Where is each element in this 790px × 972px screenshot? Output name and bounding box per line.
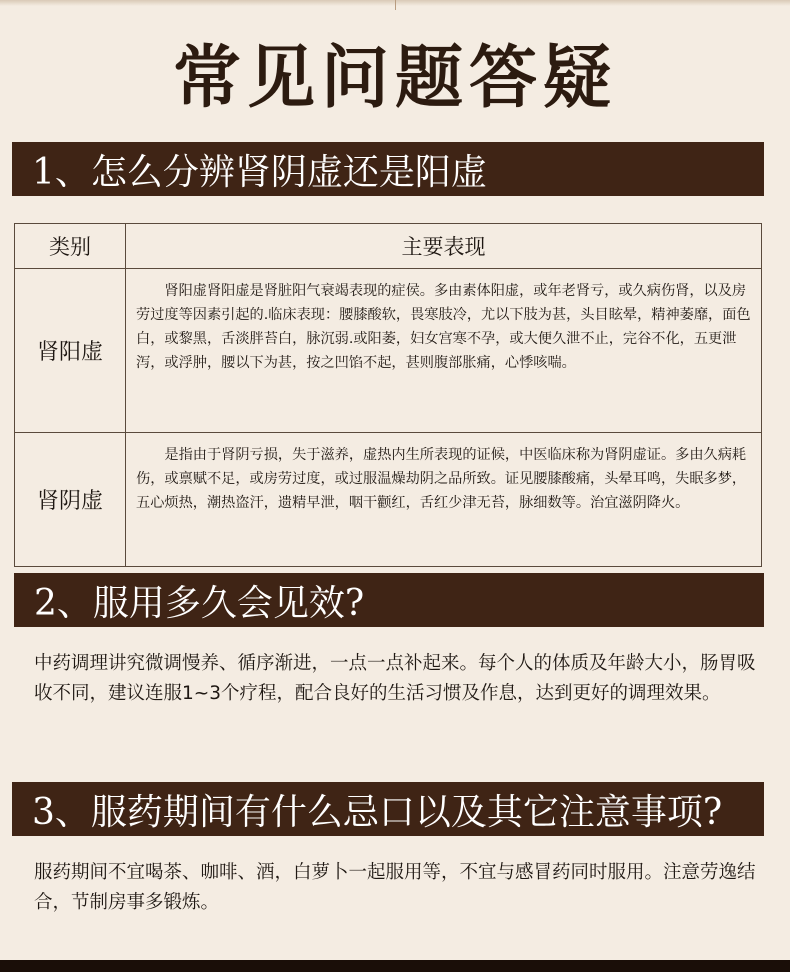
table-header-row — [15, 224, 762, 269]
table-header-symptoms: 主要表现 — [126, 224, 762, 269]
kidney-deficiency-table — [14, 223, 762, 567]
row-description: 是指由于肾阴亏损，失于滋养，虚热内生所表现的证候，中医临床称为肾阴虚证。多由久病耗伤，或禀赋不足，或房劳过度，或过服温燥劫阴之品所致。证见腰膝酸痛，头晕耳鸣，失眠多梦，五心烦热，潮热盗汗，遗精早泄，咽干颧红，舌红少津无苔，脉细数等。治宜滋阴降火。 — [126, 433, 762, 567]
top-divider — [395, 0, 396, 10]
row-type-label: 肾阳虚 — [15, 269, 126, 433]
section-1-title: 1、怎么分辨肾阴虚还是阳虚 — [12, 142, 764, 196]
page-title: 常见问题答疑 — [172, 38, 617, 118]
bottom-band — [0, 960, 790, 972]
row-type-label: 肾阴虚 — [15, 433, 126, 567]
row-description: 肾阳虚肾阳虚是肾脏阳气衰竭表现的症侯。多由素体阳虚，或年老肾亏，或久病伤肾，以及房劳过度等因素引起的.临床表现：腰膝酸软，畏寒肢冷，尤以下肢为甚，头目眩晕，精神萎靡，面色白，或黎黑，舌淡胖苔白，脉沉弱.或阳萎，妇女宫寒不孕，或大便久泄不止，完谷不化，五更泄泻，或浮肿，腰以下为甚，按之凹馅不起，甚则腹部胀痛，心悸咳喘。 — [126, 269, 762, 433]
table-row — [15, 433, 762, 567]
table-header-type: 类别 — [15, 224, 126, 269]
answer-2-text: 中药调理讲究微调慢养、循序渐进，一点一点补起来。每个人的体质及年龄大小，肠胃吸收不同，建议连服1~3个疗程，配合良好的生活习惯及作息，达到更好的调理效果。 — [34, 653, 756, 704]
section-3-title: 3、服药期间有什么忌口以及其它注意事项? — [12, 782, 764, 836]
section-2-title: 2、服用多久会见效? — [14, 573, 764, 627]
table-row — [15, 269, 762, 433]
answer-3-text: 服药期间不宜喝茶、咖啡、酒，白萝卜一起服用等，不宜与感冒药同时服用。注意劳逸结合，节制房事多锻炼。 — [34, 862, 756, 913]
